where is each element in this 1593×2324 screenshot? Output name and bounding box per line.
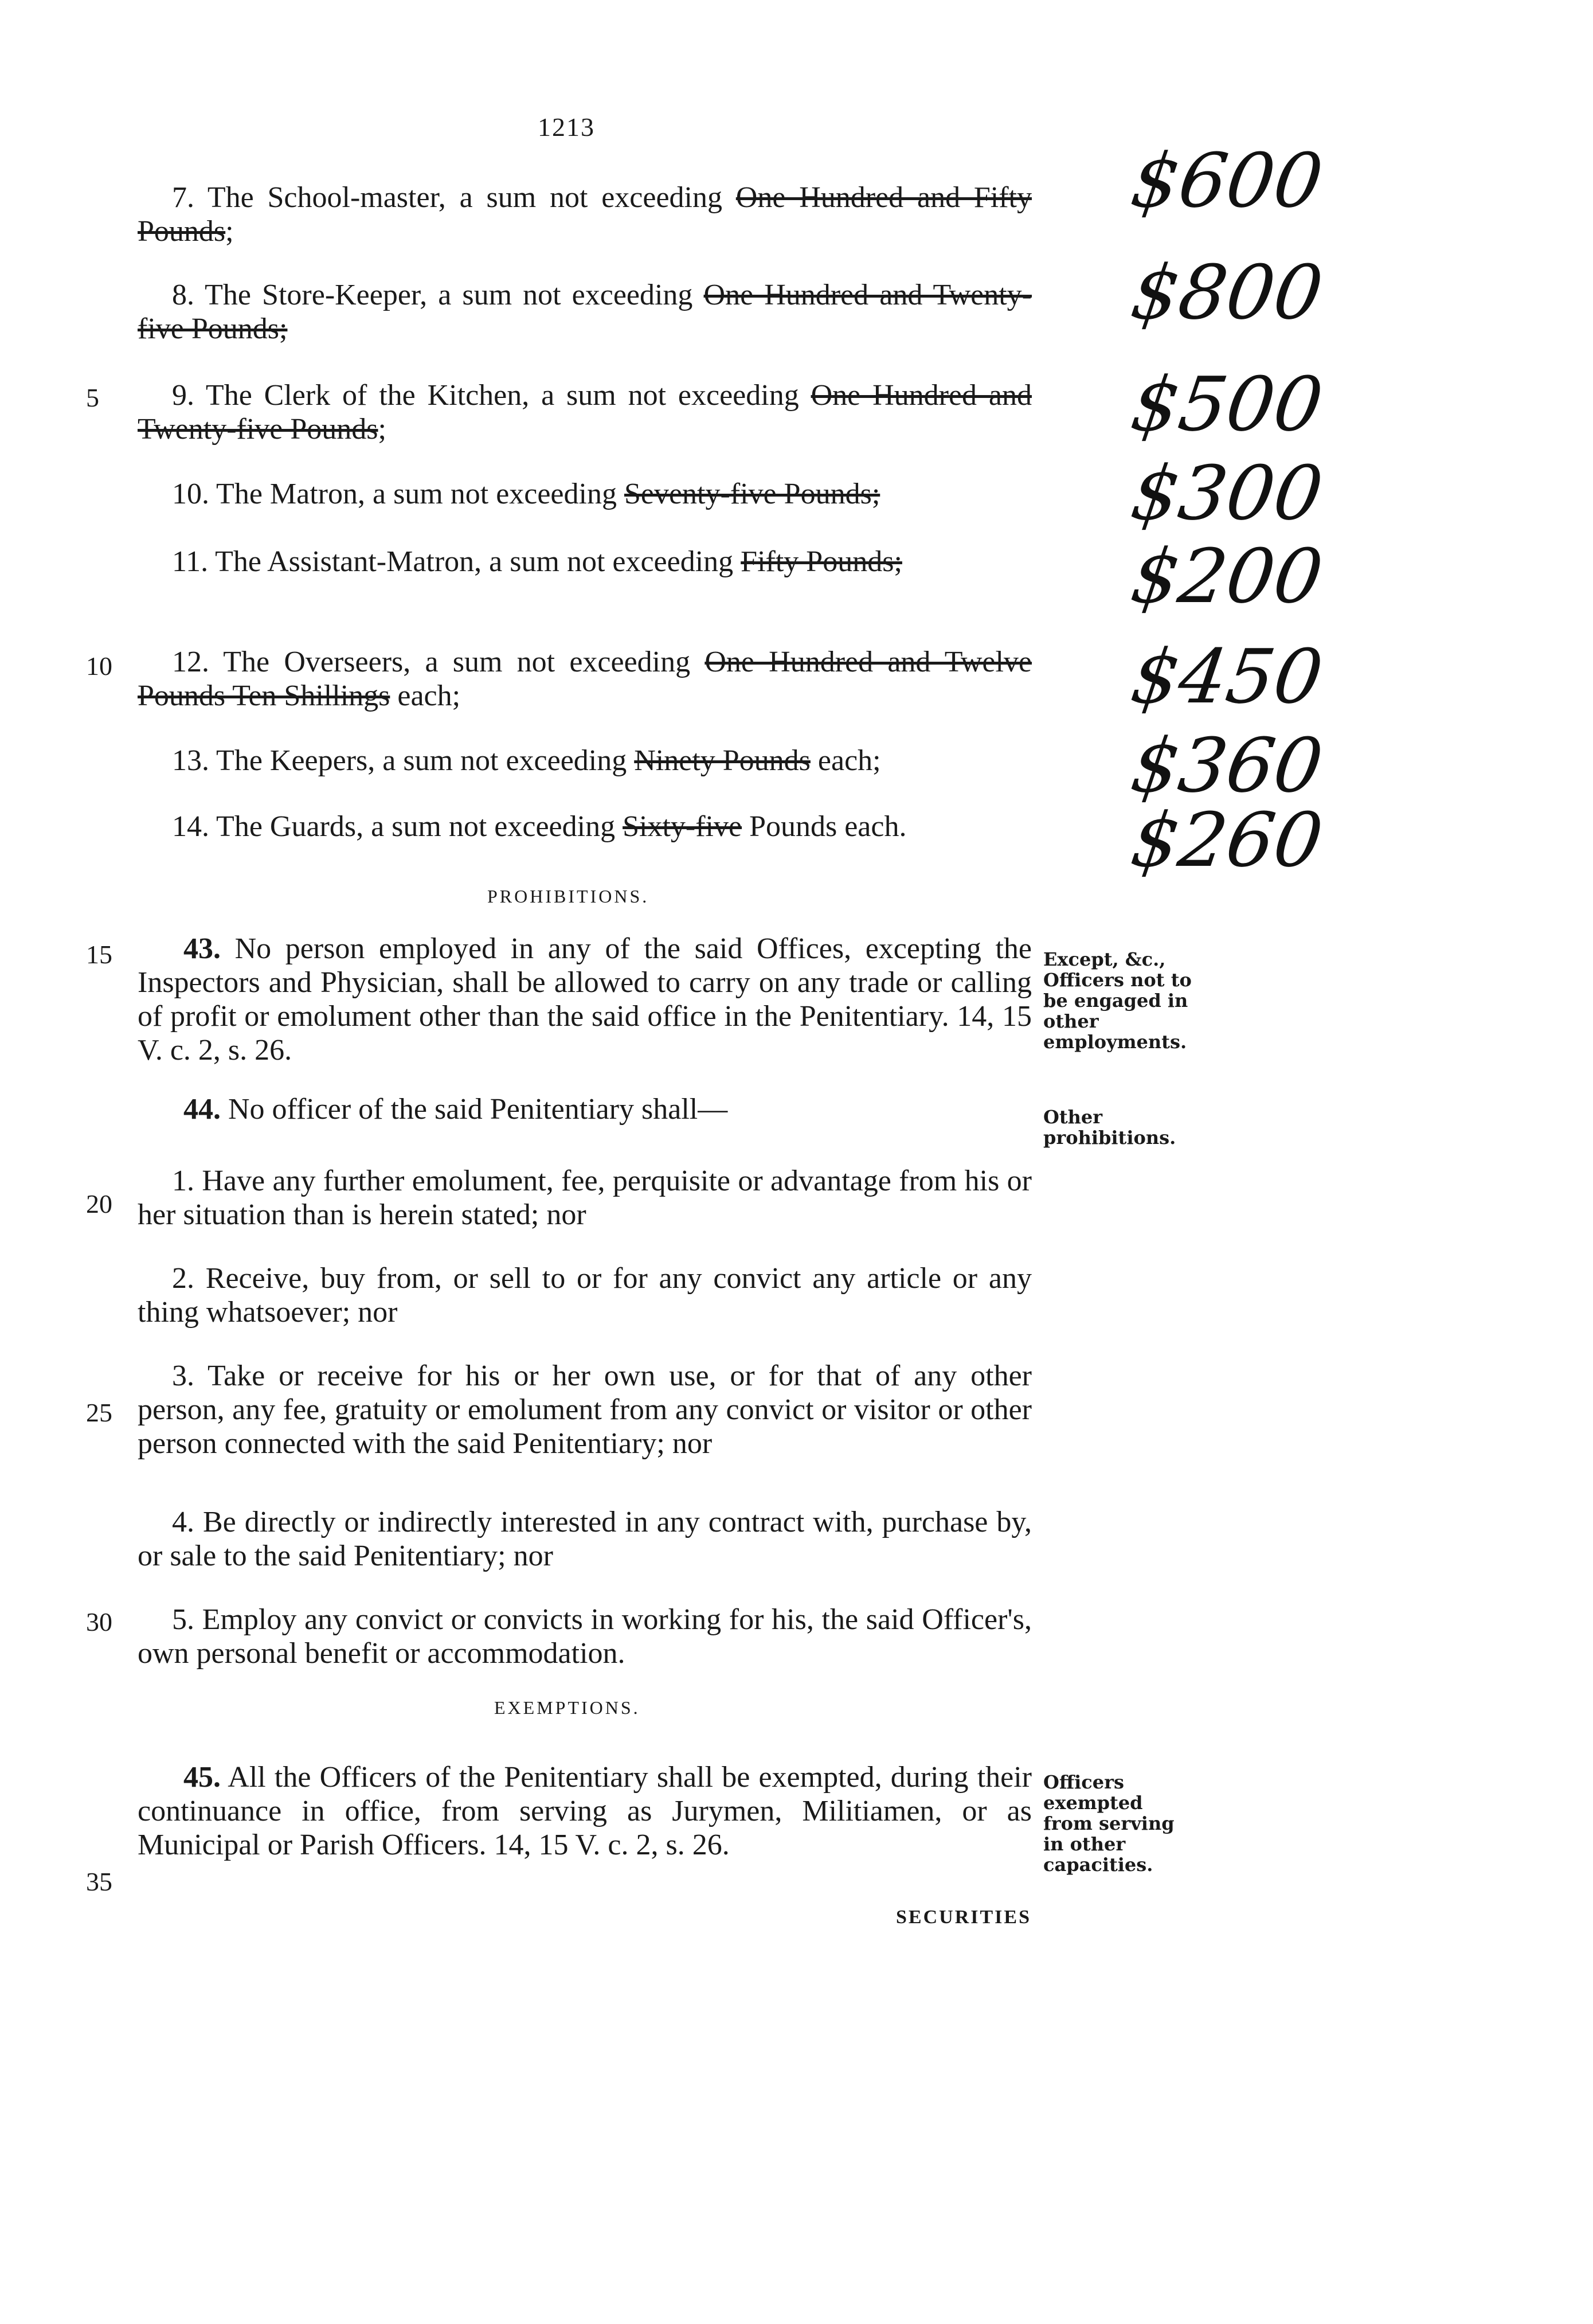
salary-item-guards: 14. The Guards, a sum not exceeding Sixty-five Pounds each.: [172, 810, 907, 843]
margin-note-45: Officers exempted from serving in other capacities.: [1043, 1771, 1175, 1876]
salary-item-schoolmaster: 7. The School-master, a sum not exceeding One Hundred and Fifty Pounds;: [138, 181, 1032, 248]
clause-5: 5. Employ any convict or convicts in working for his, the said Officer's, own personal benefit or accommodation.: [138, 1603, 1032, 1670]
line-number: 35: [86, 1867, 112, 1896]
clause-1: 1. Have any further emolument, fee, perquisite or advantage from his or her situation than is herein stated; nor: [138, 1165, 1032, 1231]
margin-note-43: Except, &c., Officers not to be engaged in other employments.: [1043, 948, 1192, 1053]
line-number: 30: [86, 1607, 112, 1636]
section-45-text: 45. All the Officers of the Penitentiary shall be exempted, during their continuance in office, from serving as Jurymen, Militiamen, or as Municipal or Parish Officers. 14, 15 V. c. 2, s. 26.: [138, 1761, 1032, 1861]
section-44-text: 44. No officer of the said Penitentiary shall—: [183, 1093, 728, 1126]
salary-item-store-keeper: 8. The Store-Keeper, a sum not exceeding One Hundred and Twenty-five Pounds;: [138, 279, 1032, 345]
clause-2: 2. Receive, buy from, or sell to or for any convict any article or any thing whatsoever; nor: [138, 1262, 1032, 1329]
section-43-text: 43. No person employed in any of the said Offices, excepting the Inspectors and Physician, shall be allowed to carry on any trade or calling of profit or emolument other than the said office in the Penitentiary. 14, 15 V. c. 2, s. 26.: [138, 932, 1032, 1067]
line-number: 10: [86, 651, 112, 681]
line-number: 25: [86, 1398, 112, 1427]
salary-item-overseers: 12. The Overseers, a sum not exceeding One Hundred and Twelve Pounds Ten Shillings each;: [138, 646, 1032, 712]
margin-note-44: Other prohibitions.: [1043, 1106, 1176, 1149]
line-number: 15: [86, 940, 112, 969]
handwritten-amount: $300: [1126, 450, 1328, 537]
salary-item-clerk-of-kitchen: 9. The Clerk of the Kitchen, a sum not exceeding One Hundred and Twenty-five Pounds;: [138, 379, 1032, 446]
clause-3: 3. Take or receive for his or her own use, or for that of any other person, any fee, gratuity or emolument from any convict or visitor or other person connected with the said Penitentiary; nor: [138, 1360, 1032, 1460]
handwritten-amount: $800: [1126, 249, 1328, 336]
section-heading-prohibitions: PROHIBITIONS.: [487, 886, 649, 907]
catchword: SECURITIES: [896, 1907, 1031, 1928]
handwritten-amount: $450: [1126, 633, 1328, 720]
salary-item-assistant-matron: 11. The Assistant-Matron, a sum not exceeding Fifty Pounds;: [172, 545, 902, 578]
handwritten-amount: $260: [1126, 796, 1328, 884]
clause-4: 4. Be directly or indirectly interested in any contract with, purchase by, or sale to the said Penitentiary; nor: [138, 1506, 1032, 1572]
line-number: 5: [86, 383, 99, 412]
page-number: 1213: [538, 112, 595, 142]
line-number: 20: [86, 1189, 112, 1218]
handwritten-amount: $200: [1126, 533, 1328, 620]
handwritten-amount: $600: [1126, 137, 1328, 224]
section-heading-exemptions: EXEMPTIONS.: [494, 1697, 640, 1718]
salary-item-matron: 10. The Matron, a sum not exceeding Seventy-five Pounds;: [172, 478, 880, 510]
salary-item-keepers: 13. The Keepers, a sum not exceeding Ninety Pounds each;: [172, 744, 881, 777]
handwritten-amount: $500: [1126, 361, 1328, 448]
handwritten-amount: $360: [1126, 722, 1328, 809]
